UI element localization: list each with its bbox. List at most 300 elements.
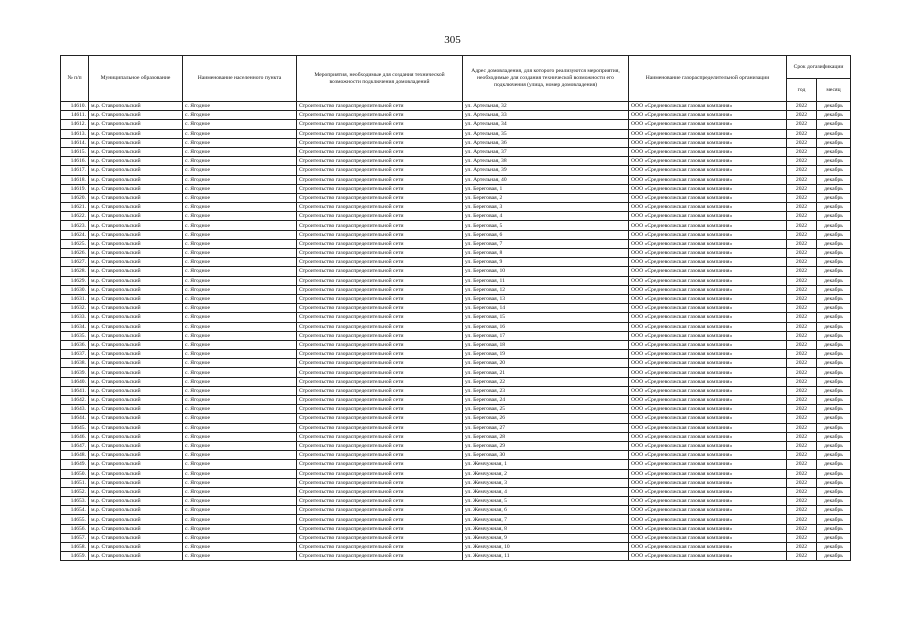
cell-address: ул. Береговая, 6: [463, 230, 629, 239]
cell-num: 14659.: [61, 552, 89, 561]
cell-municipality: м.р. Ставропольский: [89, 313, 183, 322]
cell-num: 14613.: [61, 129, 89, 138]
cell-measure: Строительство газораспределительной сети: [297, 166, 463, 175]
cell-settlement: с. Ягодное: [183, 221, 297, 230]
cell-org: ООО «Средневолжская газовая компания»: [629, 322, 787, 331]
cell-year: 2022: [787, 313, 817, 322]
cell-org: ООО «Средневолжская газовая компания»: [629, 129, 787, 138]
cell-settlement: с. Ягодное: [183, 350, 297, 359]
cell-municipality: м.р. Ставропольский: [89, 102, 183, 111]
cell-month: декабрь: [817, 487, 851, 496]
cell-measure: Строительство газораспределительной сети: [297, 276, 463, 285]
cell-org: ООО «Средневолжская газовая компания»: [629, 175, 787, 184]
table-row: [61, 111, 851, 120]
cell-year: 2022: [787, 396, 817, 405]
cell-measure: Строительство газораспределительной сети: [297, 350, 463, 359]
cell-measure: Строительство газораспределительной сети: [297, 543, 463, 552]
cell-address: ул. Жемчужная, 1: [463, 460, 629, 469]
cell-org: ООО «Средневолжская газовая компания»: [629, 451, 787, 460]
cell-month: декабрь: [817, 377, 851, 386]
cell-address: ул. Береговая, 2: [463, 193, 629, 202]
cell-address: ул. Береговая, 1: [463, 184, 629, 193]
cell-settlement: с. Ягодное: [183, 304, 297, 313]
cell-address: ул. Береговая, 5: [463, 221, 629, 230]
cell-year: 2022: [787, 386, 817, 395]
cell-settlement: с. Ягодное: [183, 441, 297, 450]
cell-month: декабрь: [817, 469, 851, 478]
cell-measure: Строительство газораспределительной сети: [297, 285, 463, 294]
cell-measure: Строительство газораспределительной сети: [297, 120, 463, 129]
cell-address: ул. Береговая, 11: [463, 276, 629, 285]
cell-num: 14624.: [61, 230, 89, 239]
table-row: [61, 331, 851, 340]
cell-num: 14638.: [61, 359, 89, 368]
table-row: [61, 460, 851, 469]
cell-municipality: м.р. Ставропольский: [89, 166, 183, 175]
cell-month: декабрь: [817, 249, 851, 258]
cell-org: ООО «Средневолжская газовая компания»: [629, 340, 787, 349]
cell-month: декабрь: [817, 423, 851, 432]
cell-settlement: с. Ягодное: [183, 414, 297, 423]
cell-measure: Строительство газораспределительной сети: [297, 193, 463, 202]
cell-num: 14636.: [61, 340, 89, 349]
cell-num: 14640.: [61, 377, 89, 386]
table-row: [61, 515, 851, 524]
cell-address: ул. Береговая, 10: [463, 267, 629, 276]
cell-address: ул. Береговая, 13: [463, 294, 629, 303]
cell-settlement: с. Ягодное: [183, 506, 297, 515]
cell-measure: Строительство газораспределительной сети: [297, 111, 463, 120]
table-row: [61, 120, 851, 129]
cell-address: ул. Жемчужная, 4: [463, 487, 629, 496]
cell-measure: Строительство газораспределительной сети: [297, 212, 463, 221]
cell-settlement: с. Ягодное: [183, 460, 297, 469]
cell-measure: Строительство газораспределительной сети: [297, 138, 463, 147]
cell-month: декабрь: [817, 506, 851, 515]
table-row: [61, 193, 851, 202]
cell-measure: Строительство газораспределительной сети: [297, 533, 463, 542]
cell-num: 14652.: [61, 487, 89, 496]
cell-num: 14635.: [61, 331, 89, 340]
cell-year: 2022: [787, 276, 817, 285]
table-row: [61, 414, 851, 423]
cell-org: ООО «Средневолжская газовая компания»: [629, 359, 787, 368]
cell-year: 2022: [787, 423, 817, 432]
cell-month: декабрь: [817, 524, 851, 533]
table-row: [61, 322, 851, 331]
table-row: [61, 258, 851, 267]
cell-num: 14653.: [61, 497, 89, 506]
cell-num: 14625.: [61, 239, 89, 248]
cell-org: ООО «Средневолжская газовая компания»: [629, 515, 787, 524]
cell-month: декабрь: [817, 441, 851, 450]
cell-num: 14646.: [61, 432, 89, 441]
cell-org: ООО «Средневолжская газовая компания»: [629, 166, 787, 175]
cell-month: декабрь: [817, 203, 851, 212]
cell-municipality: м.р. Ставропольский: [89, 451, 183, 460]
cell-num: 14626.: [61, 249, 89, 258]
cell-measure: Строительство газораспределительной сети: [297, 258, 463, 267]
cell-org: ООО «Средневолжская газовая компания»: [629, 368, 787, 377]
cell-settlement: с. Ягодное: [183, 294, 297, 303]
cell-year: 2022: [787, 350, 817, 359]
table-row: [61, 396, 851, 405]
cell-year: 2022: [787, 331, 817, 340]
table-row: [61, 350, 851, 359]
cell-year: 2022: [787, 304, 817, 313]
cell-measure: Строительство газораспределительной сети: [297, 203, 463, 212]
cell-measure: Строительство газораспределительной сети: [297, 423, 463, 432]
table-row: [61, 267, 851, 276]
cell-year: 2022: [787, 221, 817, 230]
cell-settlement: с. Ягодное: [183, 212, 297, 221]
cell-measure: Строительство газораспределительной сети: [297, 414, 463, 423]
cell-org: ООО «Средневолжская газовая компания»: [629, 147, 787, 156]
cell-address: ул. Береговая, 29: [463, 441, 629, 450]
cell-org: ООО «Средневолжская газовая компания»: [629, 239, 787, 248]
table-row: [61, 212, 851, 221]
cell-org: ООО «Средневолжская газовая компания»: [629, 111, 787, 120]
cell-settlement: с. Ягодное: [183, 340, 297, 349]
cell-municipality: м.р. Ставропольский: [89, 377, 183, 386]
cell-settlement: с. Ягодное: [183, 524, 297, 533]
cell-year: 2022: [787, 533, 817, 542]
cell-municipality: м.р. Ставропольский: [89, 533, 183, 542]
cell-num: 14641.: [61, 386, 89, 395]
cell-measure: Строительство газораспределительной сети: [297, 359, 463, 368]
table-row: [61, 184, 851, 193]
cell-year: 2022: [787, 377, 817, 386]
cell-settlement: с. Ягодное: [183, 487, 297, 496]
cell-measure: Строительство газораспределительной сети: [297, 294, 463, 303]
cell-measure: Строительство газораспределительной сети: [297, 102, 463, 111]
table-row: [61, 157, 851, 166]
table-row: [61, 386, 851, 395]
table-row: [61, 524, 851, 533]
cell-municipality: м.р. Ставропольский: [89, 460, 183, 469]
cell-municipality: м.р. Ставропольский: [89, 331, 183, 340]
cell-num: 14648.: [61, 451, 89, 460]
cell-address: ул. Жемчужная, 5: [463, 497, 629, 506]
cell-month: декабрь: [817, 331, 851, 340]
cell-settlement: с. Ягодное: [183, 175, 297, 184]
cell-address: ул. Жемчужная, 8: [463, 524, 629, 533]
cell-month: декабрь: [817, 193, 851, 202]
cell-num: 14618.: [61, 175, 89, 184]
cell-month: декабрь: [817, 497, 851, 506]
cell-org: ООО «Средневолжская газовая компания»: [629, 221, 787, 230]
cell-month: декабрь: [817, 166, 851, 175]
cell-month: декабрь: [817, 414, 851, 423]
cell-municipality: м.р. Ставропольский: [89, 184, 183, 193]
cell-address: ул. Береговая, 22: [463, 377, 629, 386]
cell-settlement: с. Ягодное: [183, 276, 297, 285]
cell-address: ул. Артельная, 33: [463, 111, 629, 120]
cell-municipality: м.р. Ставропольский: [89, 138, 183, 147]
cell-year: 2022: [787, 368, 817, 377]
cell-num: 14630.: [61, 285, 89, 294]
cell-municipality: м.р. Ставропольский: [89, 340, 183, 349]
cell-settlement: с. Ягодное: [183, 138, 297, 147]
cell-month: декабрь: [817, 221, 851, 230]
cell-settlement: с. Ягодное: [183, 184, 297, 193]
cell-org: ООО «Средневолжская газовая компания»: [629, 533, 787, 542]
cell-municipality: м.р. Ставропольский: [89, 221, 183, 230]
cell-month: декабрь: [817, 313, 851, 322]
cell-year: 2022: [787, 166, 817, 175]
cell-measure: Строительство газораспределительной сети: [297, 230, 463, 239]
cell-measure: Строительство газораспределительной сети: [297, 497, 463, 506]
cell-municipality: м.р. Ставропольский: [89, 239, 183, 248]
cell-org: ООО «Средневолжская газовая компания»: [629, 304, 787, 313]
cell-org: ООО «Средневолжская газовая компания»: [629, 350, 787, 359]
cell-month: декабрь: [817, 359, 851, 368]
cell-measure: Строительство газораспределительной сети: [297, 147, 463, 156]
cell-address: ул. Береговая, 24: [463, 396, 629, 405]
cell-municipality: м.р. Ставропольский: [89, 469, 183, 478]
cell-municipality: м.р. Ставропольский: [89, 267, 183, 276]
cell-year: 2022: [787, 258, 817, 267]
cell-municipality: м.р. Ставропольский: [89, 350, 183, 359]
cell-month: декабрь: [817, 239, 851, 248]
cell-year: 2022: [787, 111, 817, 120]
cell-org: ООО «Средневолжская газовая компания»: [629, 267, 787, 276]
cell-measure: Строительство газораспределительной сети: [297, 377, 463, 386]
cell-settlement: с. Ягодное: [183, 396, 297, 405]
cell-month: декабрь: [817, 138, 851, 147]
cell-year: 2022: [787, 487, 817, 496]
cell-municipality: м.р. Ставропольский: [89, 193, 183, 202]
cell-municipality: м.р. Ставропольский: [89, 497, 183, 506]
cell-municipality: м.р. Ставропольский: [89, 432, 183, 441]
cell-address: ул. Береговая, 28: [463, 432, 629, 441]
cell-address: ул. Береговая, 4: [463, 212, 629, 221]
cell-num: 14658.: [61, 543, 89, 552]
cell-measure: Строительство газораспределительной сети: [297, 157, 463, 166]
cell-org: ООО «Средневолжская газовая компания»: [629, 460, 787, 469]
cell-settlement: с. Ягодное: [183, 469, 297, 478]
cell-year: 2022: [787, 294, 817, 303]
table-row: [61, 294, 851, 303]
table-row: [61, 340, 851, 349]
cell-month: декабрь: [817, 533, 851, 542]
cell-address: ул. Береговая, 17: [463, 331, 629, 340]
cell-org: ООО «Средневолжская газовая компания»: [629, 184, 787, 193]
table-row: [61, 166, 851, 175]
cell-num: 14628.: [61, 267, 89, 276]
cell-settlement: с. Ягодное: [183, 239, 297, 248]
cell-year: 2022: [787, 515, 817, 524]
table-row: [61, 377, 851, 386]
table-row: [61, 478, 851, 487]
cell-org: ООО «Средневолжская газовая компания»: [629, 414, 787, 423]
cell-year: 2022: [787, 157, 817, 166]
cell-address: ул. Береговая, 15: [463, 313, 629, 322]
cell-municipality: м.р. Ставропольский: [89, 249, 183, 258]
cell-settlement: с. Ягодное: [183, 533, 297, 542]
cell-num: 14616.: [61, 157, 89, 166]
cell-address: ул. Береговая, 21: [463, 368, 629, 377]
cell-measure: Строительство газораспределительной сети: [297, 506, 463, 515]
cell-measure: Строительство газораспределительной сети: [297, 239, 463, 248]
cell-settlement: с. Ягодное: [183, 368, 297, 377]
cell-year: 2022: [787, 469, 817, 478]
cell-month: декабрь: [817, 304, 851, 313]
table-row: [61, 533, 851, 542]
cell-year: 2022: [787, 175, 817, 184]
cell-org: ООО «Средневолжская газовая компания»: [629, 432, 787, 441]
table-row: [61, 249, 851, 258]
cell-municipality: м.р. Ставропольский: [89, 129, 183, 138]
cell-org: ООО «Средневолжская газовая компания»: [629, 506, 787, 515]
cell-address: ул. Береговая, 23: [463, 386, 629, 395]
cell-month: декабрь: [817, 212, 851, 221]
cell-measure: Строительство газораспределительной сети: [297, 515, 463, 524]
table-row: [61, 147, 851, 156]
cell-measure: Строительство газораспределительной сети: [297, 368, 463, 377]
cell-address: ул. Береговая, 8: [463, 249, 629, 258]
cell-month: декабрь: [817, 147, 851, 156]
cell-org: ООО «Средневолжская газовая компания»: [629, 193, 787, 202]
cell-year: 2022: [787, 497, 817, 506]
cell-measure: Строительство газораспределительной сети: [297, 267, 463, 276]
cell-settlement: с. Ягодное: [183, 166, 297, 175]
cell-year: 2022: [787, 267, 817, 276]
cell-num: 14654.: [61, 506, 89, 515]
table-row: [61, 487, 851, 496]
cell-municipality: м.р. Ставропольский: [89, 359, 183, 368]
cell-settlement: с. Ягодное: [183, 497, 297, 506]
cell-year: 2022: [787, 414, 817, 423]
table-row: [61, 543, 851, 552]
table-row: [61, 102, 851, 111]
header-year: год: [787, 79, 817, 102]
cell-address: ул. Жемчужная, 6: [463, 506, 629, 515]
cell-measure: Строительство газораспределительной сети: [297, 322, 463, 331]
cell-month: декабрь: [817, 350, 851, 359]
cell-address: ул. Жемчужная, 7: [463, 515, 629, 524]
table-row: [61, 441, 851, 450]
cell-num: 14623.: [61, 221, 89, 230]
cell-municipality: м.р. Ставропольский: [89, 487, 183, 496]
cell-month: декабрь: [817, 294, 851, 303]
cell-measure: Строительство газораспределительной сети: [297, 552, 463, 561]
cell-num: 14651.: [61, 478, 89, 487]
cell-measure: Строительство газораспределительной сети: [297, 469, 463, 478]
cell-month: декабрь: [817, 322, 851, 331]
cell-address: ул. Артельная, 34: [463, 120, 629, 129]
cell-measure: Строительство газораспределительной сети: [297, 313, 463, 322]
cell-org: ООО «Средневолжская газовая компания»: [629, 258, 787, 267]
cell-municipality: м.р. Ставропольский: [89, 478, 183, 487]
table-row: [61, 497, 851, 506]
cell-org: ООО «Средневолжская газовая компания»: [629, 487, 787, 496]
cell-municipality: м.р. Ставропольский: [89, 230, 183, 239]
header-measures: Мероприятия, необходимые для создания технической возможности подключения домовладений: [297, 56, 463, 102]
cell-measure: Строительство газораспределительной сети: [297, 432, 463, 441]
cell-org: ООО «Средневолжская газовая компания»: [629, 249, 787, 258]
cell-address: ул. Береговая, 30: [463, 451, 629, 460]
cell-num: 14634.: [61, 322, 89, 331]
cell-num: 14639.: [61, 368, 89, 377]
header-month: месяц: [817, 79, 851, 102]
cell-org: ООО «Средневолжская газовая компания»: [629, 313, 787, 322]
cell-municipality: м.р. Ставропольский: [89, 405, 183, 414]
table-row: [61, 359, 851, 368]
cell-org: ООО «Средневолжская газовая компания»: [629, 276, 787, 285]
cell-municipality: м.р. Ставропольский: [89, 515, 183, 524]
cell-municipality: м.р. Ставропольский: [89, 552, 183, 561]
cell-address: ул. Артельная, 40: [463, 175, 629, 184]
cell-municipality: м.р. Ставропольский: [89, 203, 183, 212]
table-row: [61, 276, 851, 285]
cell-settlement: с. Ягодное: [183, 193, 297, 202]
cell-address: ул. Артельная, 36: [463, 138, 629, 147]
cell-year: 2022: [787, 460, 817, 469]
cell-address: ул. Жемчужная, 10: [463, 543, 629, 552]
cell-org: ООО «Средневолжская газовая компания»: [629, 285, 787, 294]
cell-municipality: м.р. Ставропольский: [89, 111, 183, 120]
cell-num: 14644.: [61, 414, 89, 423]
cell-num: 14637.: [61, 350, 89, 359]
cell-month: декабрь: [817, 386, 851, 395]
cell-address: ул. Артельная, 39: [463, 166, 629, 175]
cell-measure: Строительство газораспределительной сети: [297, 487, 463, 496]
cell-year: 2022: [787, 212, 817, 221]
cell-municipality: м.р. Ставропольский: [89, 304, 183, 313]
cell-month: декабрь: [817, 340, 851, 349]
cell-settlement: с. Ягодное: [183, 120, 297, 129]
table-row: [61, 304, 851, 313]
cell-municipality: м.р. Ставропольский: [89, 368, 183, 377]
cell-settlement: с. Ягодное: [183, 552, 297, 561]
cell-year: 2022: [787, 543, 817, 552]
cell-measure: Строительство газораспределительной сети: [297, 460, 463, 469]
cell-month: декабрь: [817, 102, 851, 111]
table-row: [61, 230, 851, 239]
cell-settlement: с. Ягодное: [183, 230, 297, 239]
cell-address: ул. Береговая, 25: [463, 405, 629, 414]
cell-year: 2022: [787, 432, 817, 441]
cell-month: декабрь: [817, 552, 851, 561]
cell-year: 2022: [787, 120, 817, 129]
cell-month: декабрь: [817, 285, 851, 294]
cell-org: ООО «Средневолжская газовая компания»: [629, 386, 787, 395]
cell-org: ООО «Средневолжская газовая компания»: [629, 138, 787, 147]
cell-settlement: с. Ягодное: [183, 147, 297, 156]
cell-month: декабрь: [817, 460, 851, 469]
cell-month: декабрь: [817, 230, 851, 239]
cell-org: ООО «Средневолжская газовая компания»: [629, 203, 787, 212]
cell-num: 14650.: [61, 469, 89, 478]
cell-settlement: с. Ягодное: [183, 111, 297, 120]
cell-measure: Строительство газораспределительной сети: [297, 340, 463, 349]
table-row: [61, 451, 851, 460]
cell-org: ООО «Средневолжская газовая компания»: [629, 405, 787, 414]
cell-org: ООО «Средневолжская газовая компания»: [629, 497, 787, 506]
cell-municipality: м.р. Ставропольский: [89, 396, 183, 405]
cell-address: ул. Береговая, 26: [463, 414, 629, 423]
cell-month: декабрь: [817, 396, 851, 405]
cell-num: 14621.: [61, 203, 89, 212]
table-row: [61, 469, 851, 478]
cell-month: декабрь: [817, 129, 851, 138]
cell-month: декабрь: [817, 120, 851, 129]
cell-num: 14610.: [61, 102, 89, 111]
cell-address: ул. Береговая, 14: [463, 304, 629, 313]
table-row: [61, 432, 851, 441]
cell-month: декабрь: [817, 267, 851, 276]
